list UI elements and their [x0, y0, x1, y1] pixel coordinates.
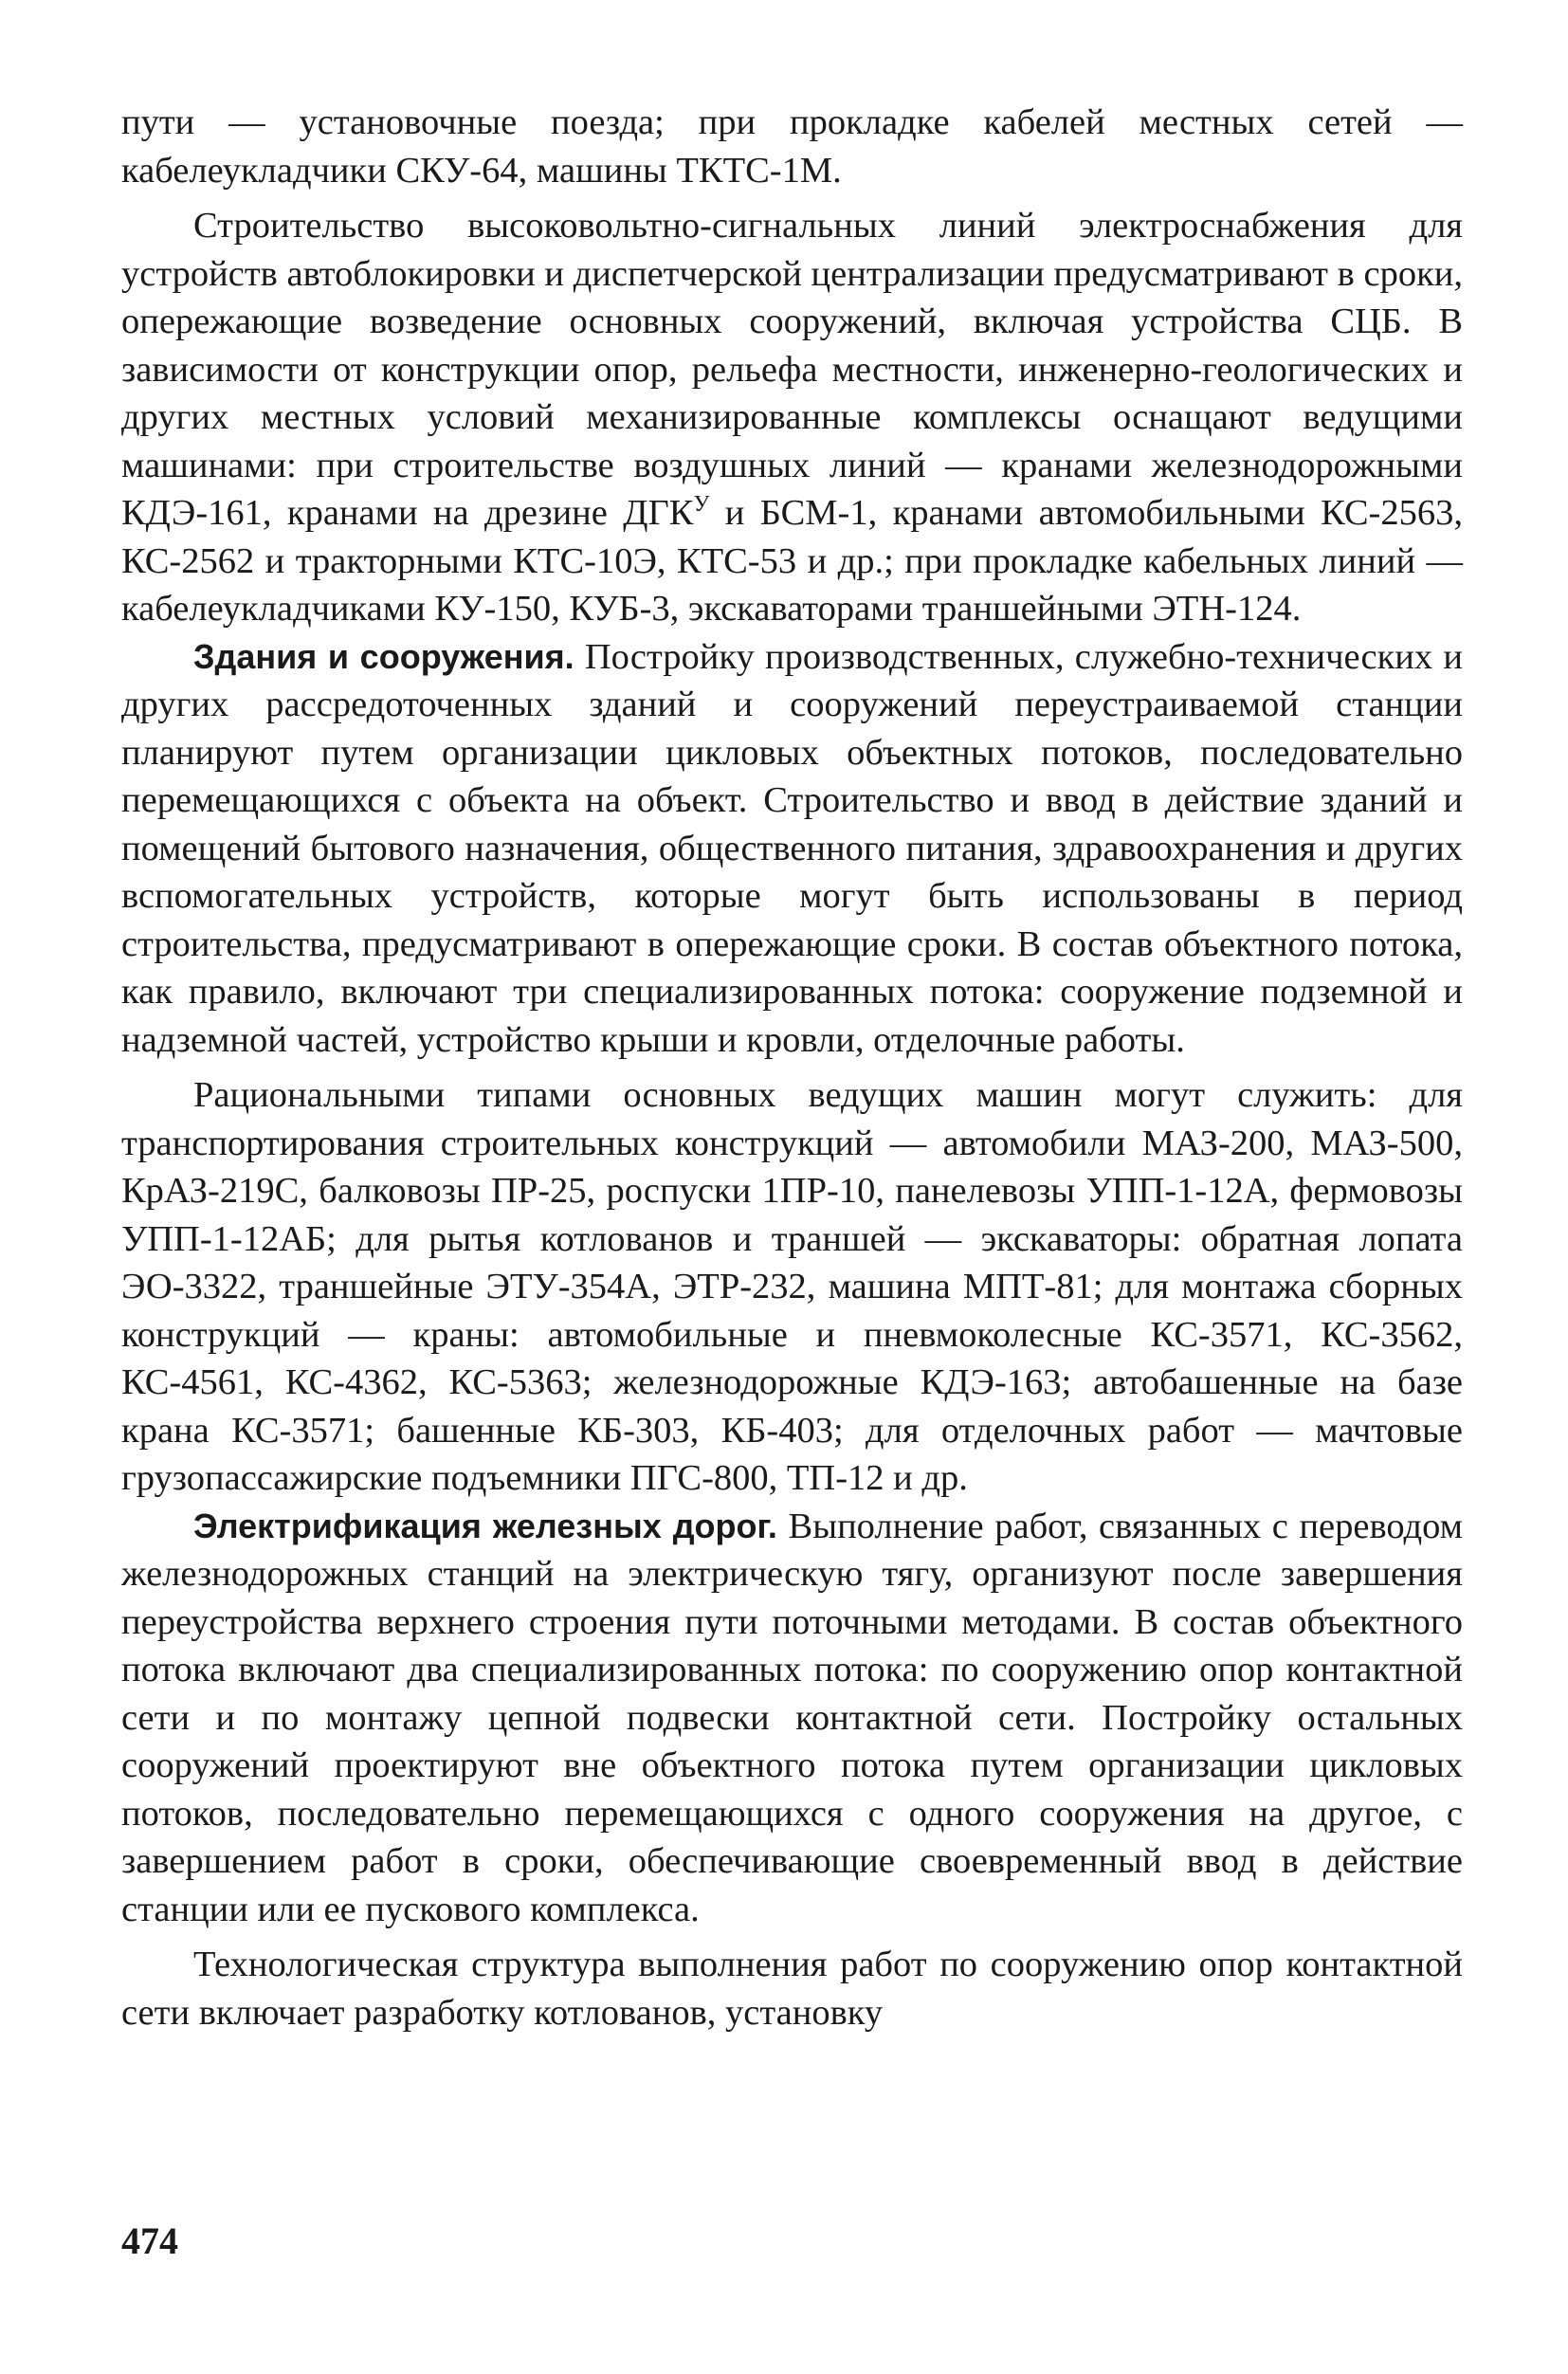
paragraph-buildings	[121, 633, 1463, 1065]
superscript: У	[693, 492, 710, 517]
paragraph-text: Строительство высоковольтно-сигнальных линий электроснабжения для устройств автоблокировки и диспетчерской централизации предусматривают в сроки, опережающие возведение основных сооружений, включая устройства СЦБ. В зависимости от конструкции опор, рельефа местности, инженерно-геологических и других местных условий механизированные комплексы оснащают ведущими машинами: при строительстве воздушных линий — кранами железнодорожными КДЭ-161, кранами на дрезине ДГК	[121, 206, 1463, 533]
paragraph-text: Рациональными типами основных ведущих машин могут служить: для транспортирования строительных конструкций — автомобили МАЗ-200, МАЗ-500, КрАЗ-219С, балковозы ПР-25, роспуски 1ПР-10, панелевозы УПП-1-12А, фермовозы УПП-1-12АБ; для рытья котлованов и траншей — экскаваторы: обратная лопата ЭО-3322, траншейные ЭТУ-354А, ЭТР-232, машина МПТ-81; для монтажа сборных конструкций — краны: автомобильные и пневмоколесные КС-3571, КС-3562, КС-4561, КС-4362, КС-5363; железнодорожные КДЭ-163; автобашенные на базе крана КС-3571; башенные КБ-303, КБ-403; для отделочных работ — мачтовые грузопассажирские подъемники ПГС-800, ТП-12 и др.	[121, 1075, 1463, 1498]
page-number: 474	[121, 2219, 178, 2262]
paragraph-machines	[121, 1071, 1463, 1503]
paragraph-electrification	[121, 1503, 1463, 1934]
paragraph-text: пути — установочные поезда; при прокладке кабелей местных сетей — кабелеукладчики СКУ-64, машины ТКТС-1М.	[121, 102, 1463, 191]
paragraph-text-continued: и БСМ-1, кранами автомобильными КС-2563, КС-2562 и тракторными КТС-10Э, КТС-53 и др.; при прокладке кабельных линий — кабелеукладчиками КУ-150, КУБ-3, экскаваторами траншейными ЭТН-124.	[121, 493, 1463, 629]
paragraph-continuation	[121, 99, 1463, 194]
page-body	[121, 99, 1463, 2036]
paragraph-text: Технологическая структура выполнения работ по сооружению опор контактной сети включает разработку котлованов, установку	[121, 1945, 1463, 2033]
section-heading-buildings: Здания и сооружения.	[193, 636, 574, 676]
paragraph-technology	[121, 1941, 1463, 2036]
paragraph-text: Постройку производственных, служебно-технических и других рассредоточенных зданий и сооружений переустраиваемой станции планируют путем организации цикловых объектных потоков, последовательно перемещающихся с объекта на объект. Строительство и ввод в действие зданий и помещений бытового назначения, общественного питания, здравоохранения и других вспомогательных устройств, которые могут быть использованы в период строительства, предусматривают в опережающие сроки. В состав объектного потока, как правило, включают три специализированных потока: сооружение подземной и надземной частей, устройство крыши и кровли, отделочные работы.	[121, 636, 1463, 1060]
section-heading-electrification: Электрификация железных дорог.	[193, 1506, 777, 1545]
paragraph-text: Выполнение работ, связанных с переводом железнодорожных станций на электрическую тягу, организуют после завершения переустройства верхнего строения пути поточными методами. В состав объектного потока включают два специализированных потока: по сооружению опор контактной сети и по монтажу цепной подвески контактной сети. Постройку остальных сооружений проектируют вне объектного потока путем организации цикловых потоков, последовательно перемещающихся с одного сооружения на другое, с завершением работ в сроки, обеспечивающие своевременный ввод в действие станции или ее пускового комплекса.	[121, 1506, 1464, 1929]
paragraph-power-lines	[121, 202, 1463, 633]
